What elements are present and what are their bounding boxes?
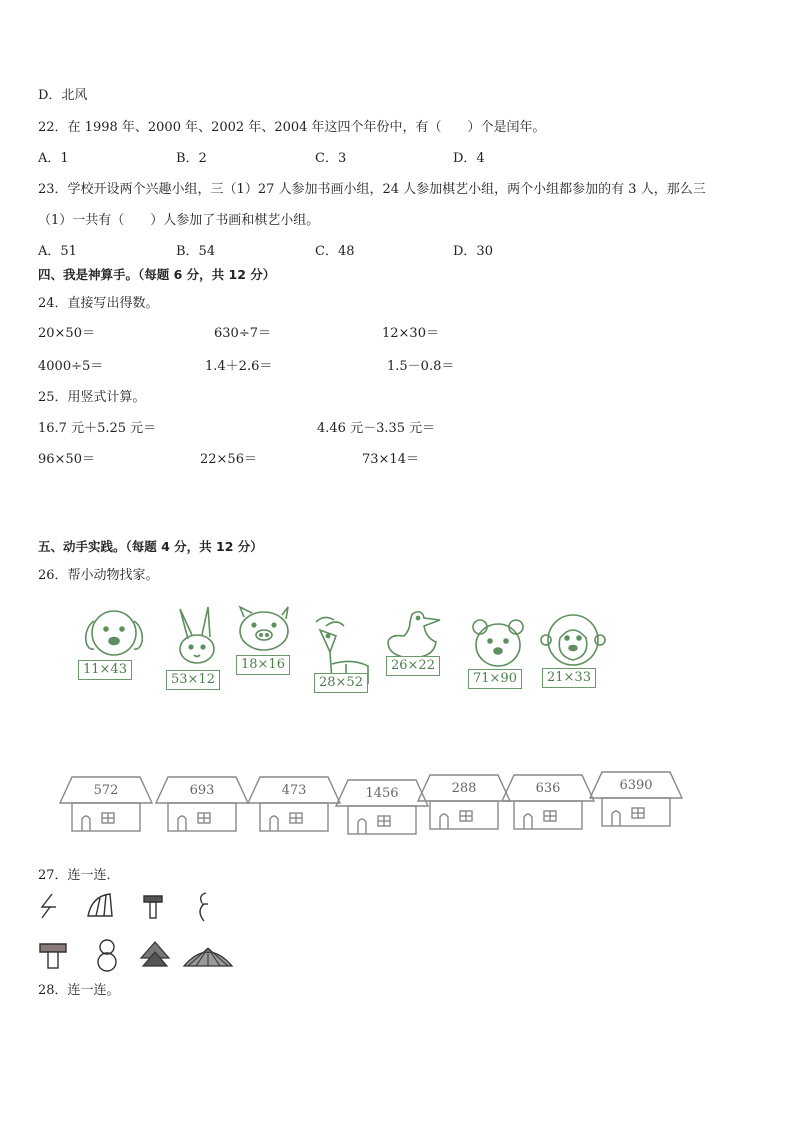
q24-item: 1.5－0.8＝: [387, 359, 455, 374]
q25-item: 4.46 元－3.35 元＝: [317, 421, 436, 436]
section4-title: 四、我是神算手。（每题 6 分，共 12 分）: [38, 267, 276, 282]
q22-option-a: A．1: [38, 151, 69, 166]
bear-icon[interactable]: [470, 617, 526, 671]
q24-item: 12×30＝: [382, 326, 439, 341]
section5-title: 五、动手实践。（每题 4 分，共 12 分）: [38, 539, 263, 554]
house-number: 6390: [619, 778, 653, 793]
house-number: 636: [535, 781, 561, 796]
umbrella-icon[interactable]: [182, 944, 234, 972]
house-icon[interactable]: [588, 768, 684, 830]
house-icon[interactable]: [416, 771, 512, 833]
mushroom-half-icon[interactable]: [142, 892, 164, 924]
house-number: 288: [451, 781, 477, 796]
umbrella-half-icon[interactable]: [86, 892, 114, 922]
q23-option-c: C．48: [315, 244, 355, 259]
house-icon[interactable]: [246, 773, 342, 835]
q24-stem: 24．直接写出得数。: [38, 296, 159, 311]
snowman-half-icon[interactable]: [196, 891, 212, 927]
house-number: 1456: [365, 786, 399, 801]
mushroom-icon[interactable]: [38, 940, 68, 974]
animal-label-monkey: 21×33: [542, 668, 596, 688]
animal-label-bear: 71×90: [468, 669, 522, 689]
q22-stem: 22．在 1998 年、2000 年、2002 年、2004 年这四个年份中，有（ ）个是闰年。: [38, 120, 546, 135]
q25-item: 22×56＝: [200, 452, 257, 467]
q26-stem: 26．帮小动物找家。: [38, 568, 159, 583]
q23-option-b: B．54: [176, 244, 216, 259]
duck-icon[interactable]: [382, 608, 448, 662]
monkey-icon[interactable]: [540, 610, 606, 670]
house-icon[interactable]: [154, 773, 250, 835]
lightning-half-icon[interactable]: [38, 893, 60, 923]
pig-icon[interactable]: [234, 605, 296, 657]
q23-option-a: A．51: [38, 244, 77, 259]
snowman-icon[interactable]: [94, 938, 120, 976]
animal-label-pig: 18×16: [236, 655, 290, 675]
animal-label-rabbit: 53×12: [166, 670, 220, 690]
house-number: 693: [189, 783, 215, 798]
house-icon[interactable]: [500, 771, 596, 833]
q23-stem-line1: 23．学校开设两个兴趣小组，三（1）27 人参加书画小组，24 人参加棋艺小组，两个小组都参加的有 3 人，那么三: [38, 182, 706, 197]
q21-option-d: D．北风: [38, 88, 88, 103]
house-number: 473: [281, 783, 307, 798]
q22-option-c: C．3: [315, 151, 347, 166]
q24-item: 630÷7＝: [214, 326, 271, 341]
q23-option-d: D．30: [453, 244, 493, 259]
q22-option-b: B．2: [176, 151, 207, 166]
rabbit-icon[interactable]: [166, 605, 228, 677]
q25-item: 96×50＝: [38, 452, 95, 467]
q24-item: 4000÷5＝: [38, 359, 104, 374]
q23-stem-line2: （1）一共有（ ）人参加了书画和棋艺小组。: [38, 213, 320, 228]
house-icon[interactable]: [58, 773, 154, 835]
q27-stem: 27．连一连．: [38, 868, 120, 883]
tree-icon[interactable]: [139, 940, 171, 974]
q25-stem: 25．用竖式计算。: [38, 390, 146, 405]
q24-item: 20×50＝: [38, 326, 95, 341]
q25-item: 73×14＝: [362, 452, 419, 467]
animal-label-dog: 11×43: [78, 660, 132, 680]
q22-option-d: D．4: [453, 151, 485, 166]
q28-stem: 28．连一连。: [38, 983, 120, 998]
q25-item: 16.7 元＋5.25 元＝: [38, 421, 157, 436]
house-number: 572: [93, 783, 119, 798]
q24-item: 1.4＋2.6＝: [205, 359, 273, 374]
animal-label-duck: 26×22: [386, 656, 440, 676]
animal-label-goat: 28×52: [314, 673, 368, 693]
